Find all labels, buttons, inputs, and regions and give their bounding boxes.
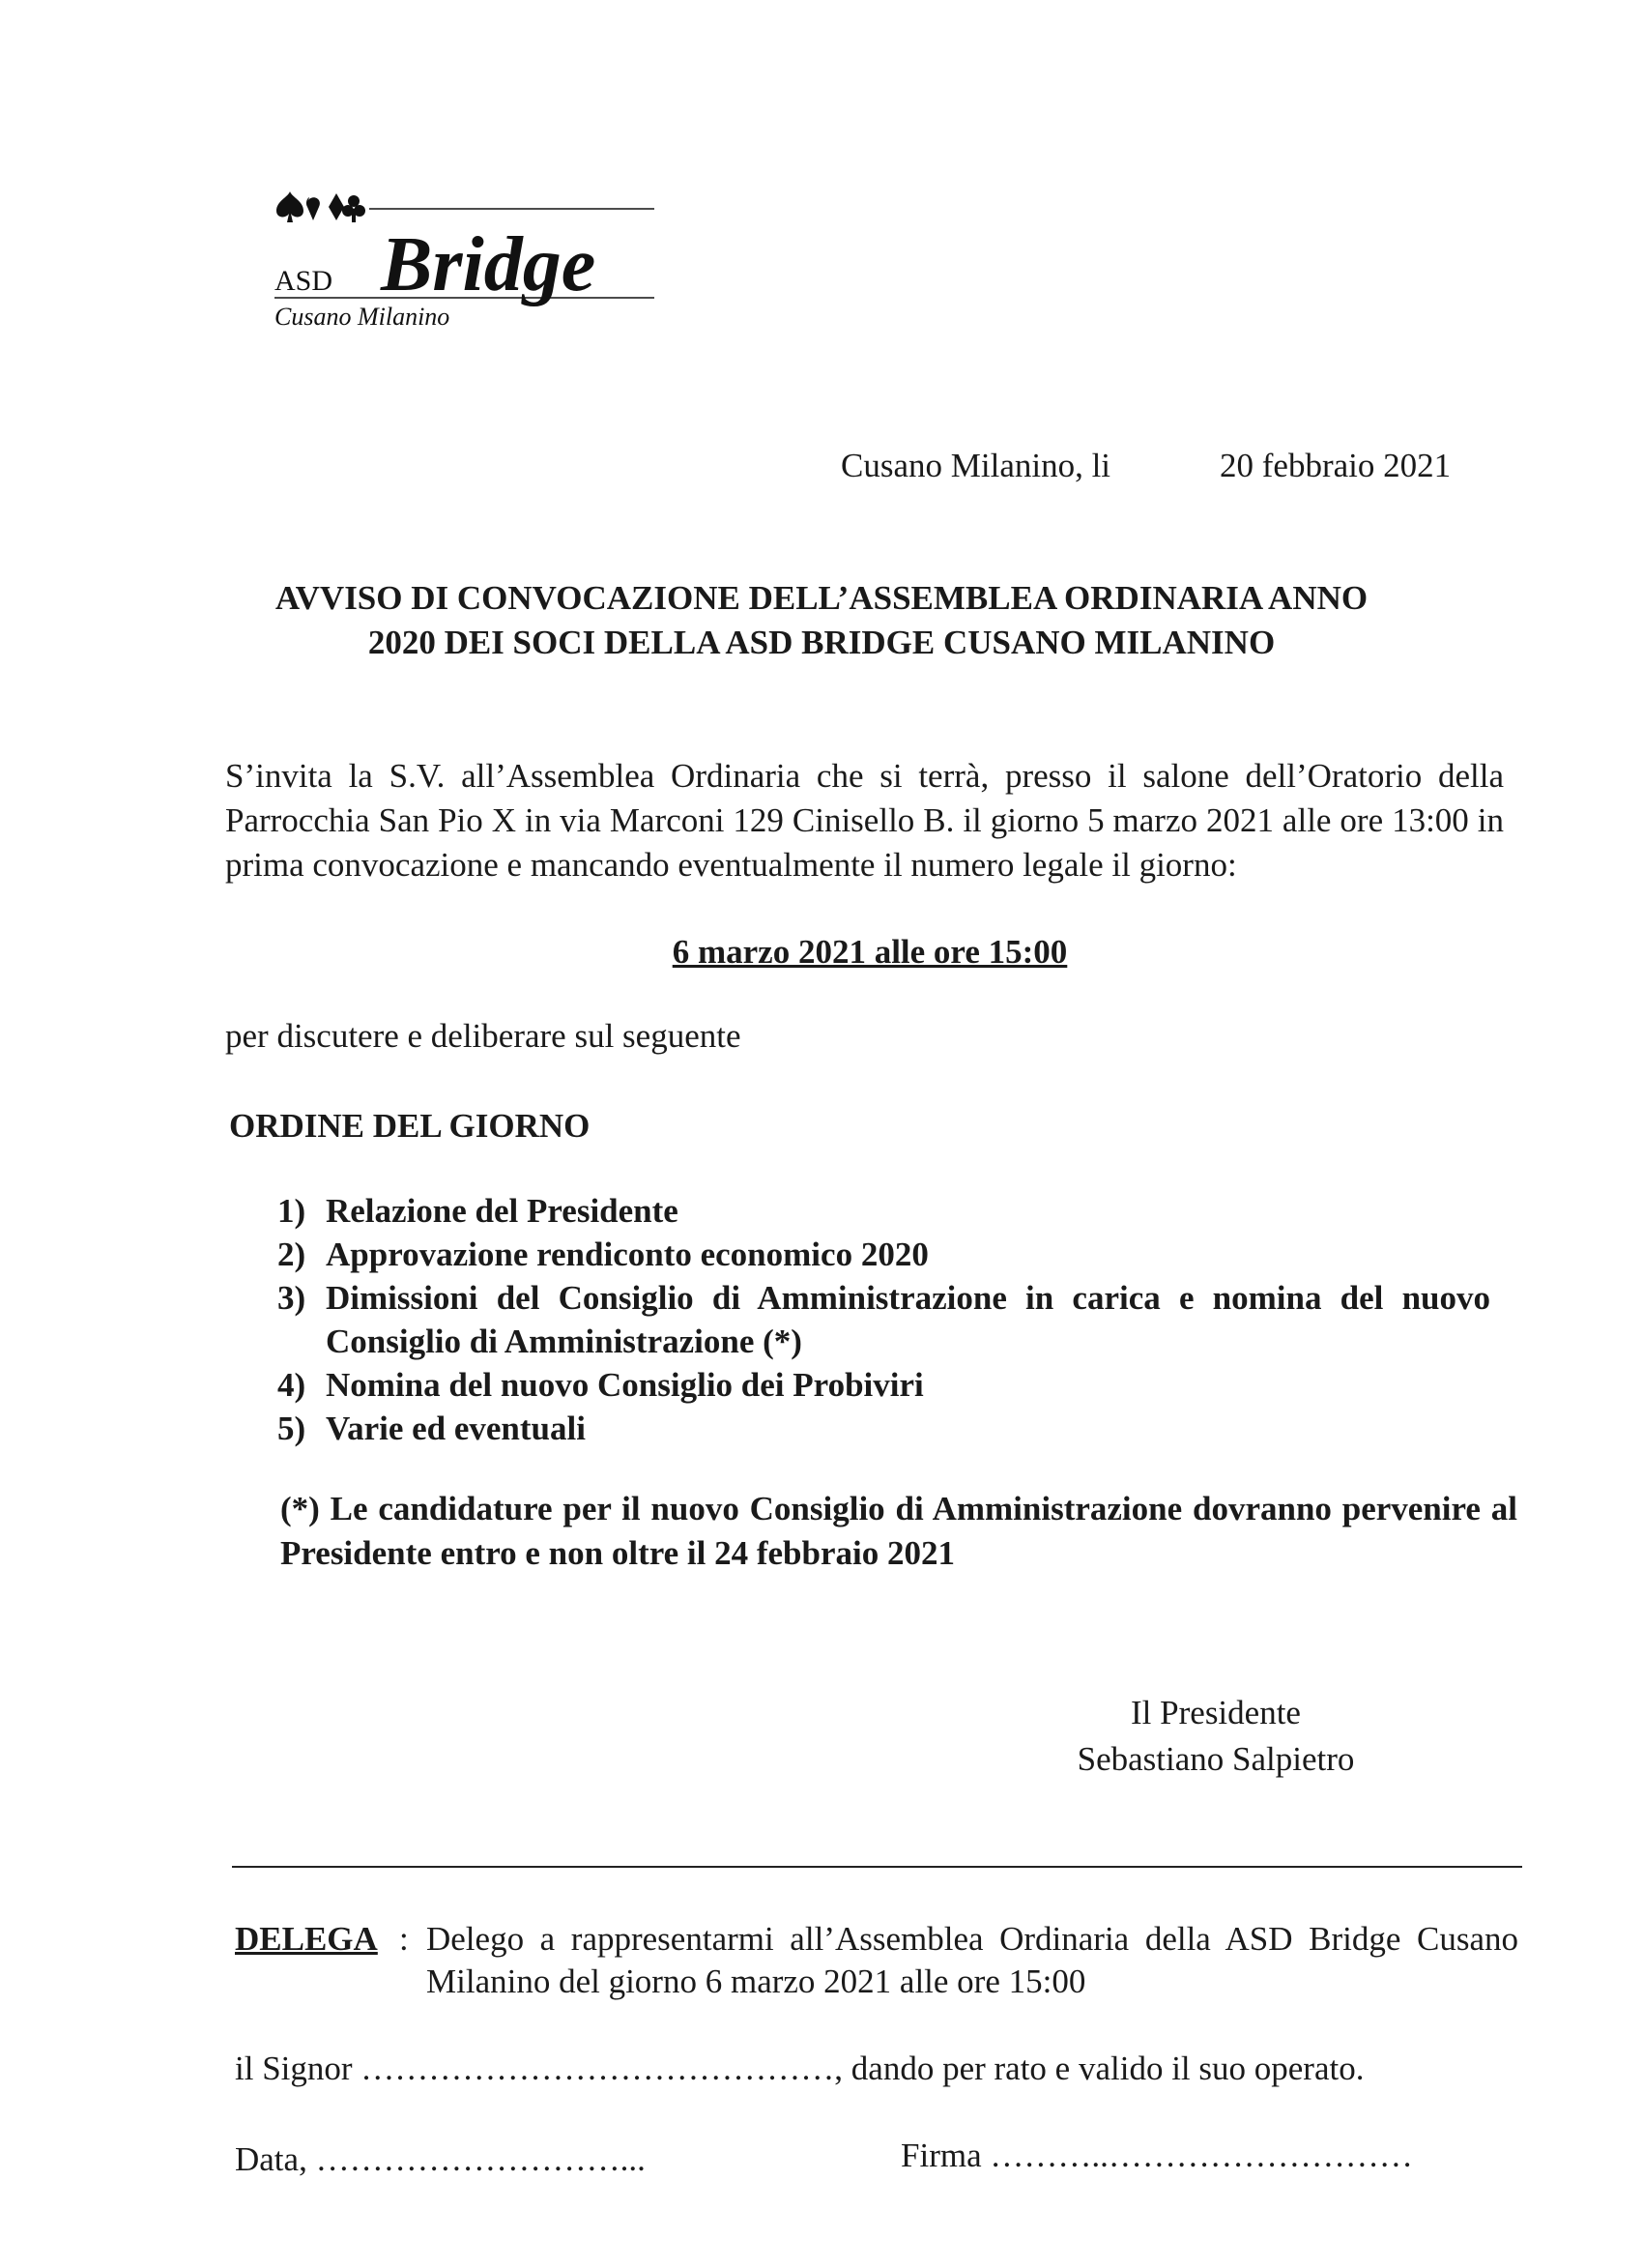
title-line-1: AVVISO DI CONVOCAZIONE DELL’ASSEMBLEA ORDINARIA ANNO: [274, 579, 1369, 617]
delega-text: Delego a rappresentarmi all’Assemblea Ordinaria della ASD Bridge Cusano Milanino del giorno 6 marzo 2021 alle ore 15:00: [426, 1920, 1518, 2000]
section-divider: [232, 1866, 1522, 1868]
agenda-title: ORDINE DEL GIORNO: [229, 1107, 591, 1145]
agenda-item: [277, 1189, 1490, 1233]
title-line-2: 2020 DEI SOCI DELLA ASD BRIDGE CUSANO MILANINO: [367, 624, 1276, 661]
agenda-item-number: 1): [277, 1192, 306, 1230]
data-field[interactable]: Data, ………………………...: [235, 2140, 646, 2178]
agenda-item: [277, 1276, 1490, 1363]
delega-label: DELEGA: [235, 1920, 378, 1958]
agenda-item: [277, 1363, 1490, 1407]
club-logo: [273, 189, 659, 334]
candidature-note: (*) Le candidature per il nuovo Consiglio di Amministrazione dovranno pervenire al Presidente entro e non oltre il 24 febbraio 2021: [280, 1490, 1517, 1572]
delega-colon: :: [399, 1920, 409, 1958]
invite-paragraph: S’invita la S.V. all’Assemblea Ordinaria che si terrà, presso il salone dell’Oratorio della Parrocchia San Pio X in via Marconi 129 Cinisello B. il giorno 5 marzo 2021 alle ore 13:00 in prima convocazione e mancando eventualmente il numero legale il giorno:: [225, 757, 1504, 884]
agenda-item-number: 3): [277, 1279, 306, 1317]
agenda-item-number: 4): [277, 1366, 306, 1404]
agenda-item-number: 2): [277, 1236, 306, 1273]
second-convocation-date: 6 marzo 2021 alle ore 15:00: [672, 933, 1068, 971]
agenda-list: [277, 1189, 1490, 1450]
logo-graphic: [273, 189, 659, 334]
agenda-item: [277, 1233, 1490, 1276]
agenda-item-text: Approvazione rendiconto economico 2020: [326, 1236, 929, 1273]
logo-bridge-text: Bridge: [381, 222, 596, 307]
discuss-text: per discutere e deliberare sul seguente: [225, 1017, 741, 1055]
signor-field[interactable]: il Signor ……………………………………, dando per rato e valido il suo operato.: [235, 2050, 1365, 2087]
signature-role: Il Presidente: [1131, 1694, 1301, 1731]
signature-name: Sebastiano Salpietro: [1077, 1740, 1355, 1778]
agenda-item-text: Dimissioni del Consiglio di Amministrazione in carica e nomina del nuovo Consiglio di Amministrazione (*): [326, 1279, 1490, 1360]
logo-subtitle-text: Cusano Milanino: [274, 303, 450, 331]
agenda-item: [277, 1407, 1490, 1450]
date-text: 20 febbraio 2021: [1220, 447, 1452, 484]
president-signature: [1061, 1690, 1370, 1783]
card-suits-icon: [276, 191, 365, 222]
agenda-item-text: Relazione del Presidente: [326, 1192, 678, 1230]
agenda-item-number: 5): [277, 1410, 306, 1447]
place-text: Cusano Milanino, li: [841, 447, 1111, 484]
agenda-item-text: Varie ed eventuali: [326, 1410, 586, 1447]
agenda-item-text: Nomina del nuovo Consiglio dei Probiviri: [326, 1366, 924, 1404]
firma-field[interactable]: Firma ………..………………………: [901, 2137, 1413, 2174]
document-title: [193, 576, 1450, 665]
logo-asd-text: ASD: [274, 265, 333, 297]
